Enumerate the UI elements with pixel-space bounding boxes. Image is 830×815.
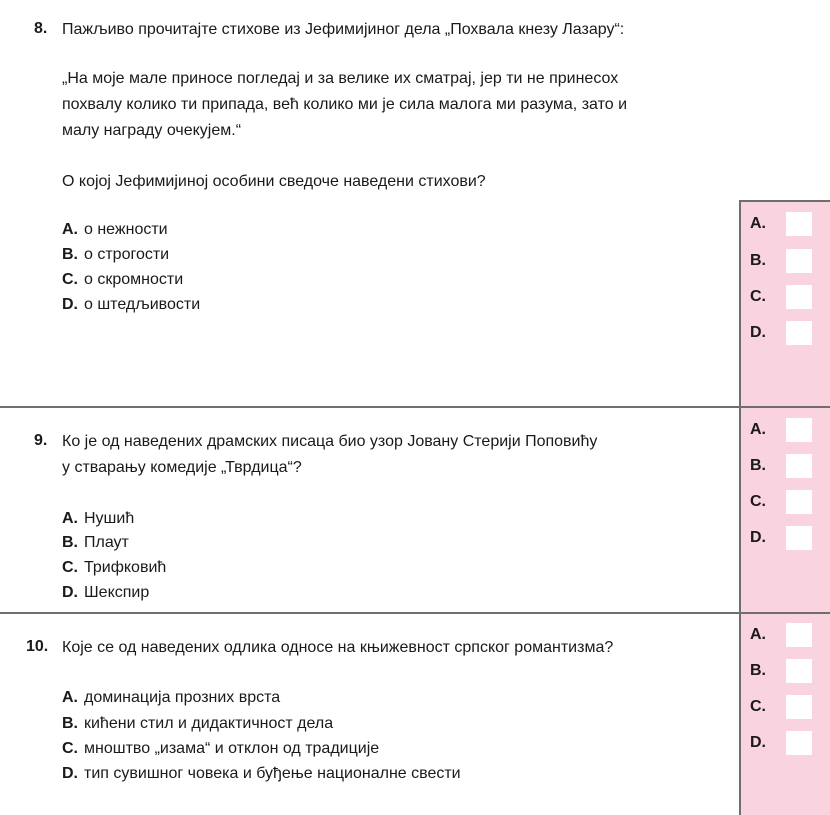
answer-box-q8-d[interactable] — [786, 321, 812, 345]
option-a: A. Нушић — [62, 510, 135, 527]
question-text: О којој Јефимијиној особини сведоче наведени стихови? — [62, 173, 486, 190]
question-prompt-line-1: Ко је од наведених драмских писаца био узор Јовану Стерији Поповићу — [62, 433, 598, 450]
question-prompt-line-2: у стварању комедије „Тврдица“? — [62, 459, 302, 476]
answer-box-q8-c[interactable] — [786, 285, 812, 309]
divider-q9-q10 — [0, 612, 740, 614]
question-number: 9. — [34, 432, 48, 449]
option-b: B. Плаут — [62, 534, 129, 551]
answer-box-q10-c[interactable] — [786, 695, 812, 719]
answer-box-q9-c[interactable] — [786, 490, 812, 514]
question-number: 8. — [34, 20, 48, 37]
panel-divider-2 — [739, 612, 830, 614]
option-b: B. о строгости — [62, 246, 170, 263]
option-d: D. тип сувишног човека и буђење националне свести — [62, 765, 461, 782]
answer-box-q10-a[interactable] — [786, 623, 812, 647]
option-a: A. о нежности — [62, 221, 168, 238]
option-d: D. о штедљивости — [62, 296, 201, 313]
option-c: C. мноштво „изама“ и отклон од традиције — [62, 740, 380, 757]
option-c: C. о скромности — [62, 271, 184, 288]
answer-label-a: A. — [750, 421, 766, 438]
quote-line-3: малу награду очекујем.“ — [62, 122, 242, 139]
quote-line-2: похвалу колико ти припада, већ колико ми је сила малога ми разума, зато и — [62, 96, 628, 113]
divider-q8-q9 — [0, 406, 740, 408]
answer-box-q8-a[interactable] — [786, 212, 812, 236]
answer-label-a: A. — [750, 215, 766, 232]
answer-label-d: D. — [750, 324, 766, 341]
question-prompt: Које се од наведених одлика односе на књижевност српског романтизма? — [62, 639, 614, 656]
answer-box-q10-d[interactable] — [786, 731, 812, 755]
answer-label-d: D. — [750, 734, 766, 751]
answer-label-b: B. — [750, 252, 766, 269]
panel-top-border — [739, 200, 830, 202]
answer-box-q10-b[interactable] — [786, 659, 812, 683]
answer-label-c: C. — [750, 288, 766, 305]
answer-box-q8-b[interactable] — [786, 249, 812, 273]
answer-box-q9-d[interactable] — [786, 526, 812, 550]
answer-label-d: D. — [750, 529, 766, 546]
quote-line-1: „На моје мале приносе погледај и за велике их сматрај, јер ти не принесох — [62, 70, 619, 87]
option-b: B. кићени стил и дидактичност дела — [62, 715, 334, 732]
option-d: D. Шекспир — [62, 584, 150, 601]
answer-box-q9-a[interactable] — [786, 418, 812, 442]
answer-box-q9-b[interactable] — [786, 454, 812, 478]
option-a: A. доминација прозних врста — [62, 689, 281, 706]
panel-divider-1 — [739, 406, 830, 408]
answer-label-b: B. — [750, 457, 766, 474]
question-number: 10. — [26, 638, 49, 655]
answer-label-c: C. — [750, 493, 766, 510]
option-c: C. Трифковић — [62, 559, 167, 576]
question-prompt: Пажљиво прочитајте стихове из Јефимијиног дела „Похвала кнезу Лазару“: — [62, 21, 625, 38]
answer-label-b: B. — [750, 662, 766, 679]
answer-label-a: A. — [750, 626, 766, 643]
answer-label-c: C. — [750, 698, 766, 715]
